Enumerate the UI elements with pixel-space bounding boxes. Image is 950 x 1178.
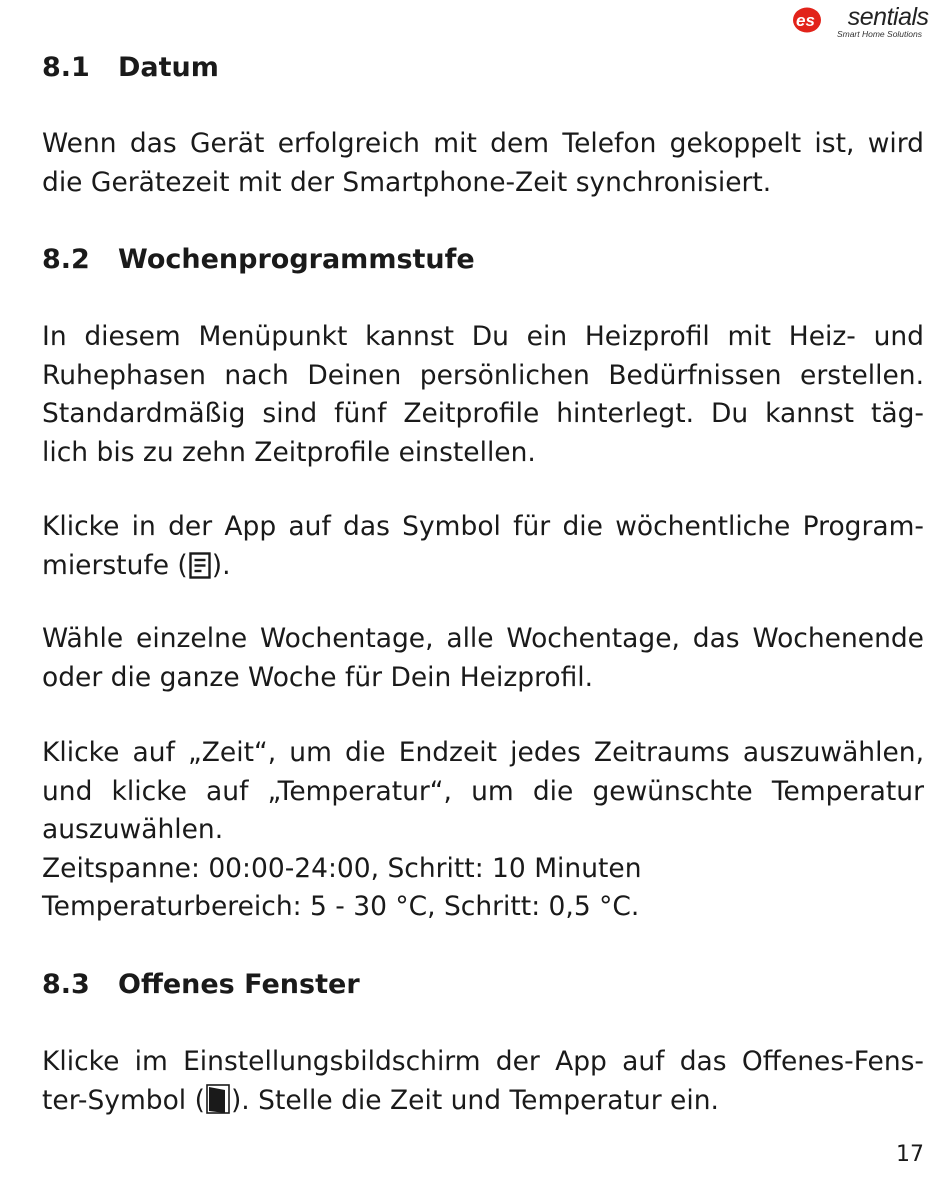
text-line: Standardmäßig sind fünf Zeitprofile hinterlegt. Du kannst täg- (42, 398, 924, 429)
paragraph-weekly-program-icon (42, 508, 924, 585)
text-line: Klicke in der App auf das Symbol für die wöchentliche Program- (42, 511, 924, 542)
text-line: Wenn das Gerät erfolgreich mit dem Telefon gekoppelt ist, wird (42, 128, 924, 159)
schedule-list-icon (189, 552, 211, 579)
text-line: und klicke auf „Temperatur“, um die gewünschte Temperatur (42, 775, 924, 807)
text-fragment: ). Stelle die Zeit und Temperatur ein. (230, 1084, 719, 1116)
text-fragment: mierstufe ( (42, 549, 188, 581)
text-line: Wähle einzelne Wochentage, alle Wochentage, das Wochenende (42, 623, 924, 654)
temperature-range-line: Temperaturbereich: 5 - 30 °C, Schritt: 0,5 °C. (42, 891, 640, 922)
paragraph-date-sync (42, 125, 924, 202)
logo-tagline: Smart Home Solutions (836, 29, 922, 39)
section-number: 8.3 (42, 969, 90, 1000)
paragraph-heating-profile (42, 318, 924, 472)
text-line: Ruhephasen nach Deinen persönlichen Bedürfnissen erstellen. (42, 359, 924, 391)
text-line: lich bis zu zehn Zeitprofile einstellen. (42, 436, 536, 468)
text-line: Klicke auf „Zeit“, um die Endzeit jedes Zeitraums auszuwählen, (42, 737, 924, 768)
paragraph-weekday-selection (42, 620, 924, 697)
text-line: die Gerätezeit mit der Smartphone-Zeit synchronisiert. (42, 166, 772, 198)
section-heading-8-1 (42, 51, 219, 85)
essentials-logo (792, 2, 929, 42)
text-fragment: ). (211, 549, 231, 581)
section-number: 8.2 (42, 244, 90, 275)
text-line: Klicke im Einstellungsbildschirm der App auf das Offenes-Fens- (42, 1046, 924, 1077)
section-title: Datum (118, 52, 219, 83)
section-title: Wochenprogrammstufe (118, 244, 475, 275)
time-range-line: Zeitspanne: 00:00-24:00, Schritt: 10 Minuten (42, 852, 642, 884)
logo-wordmark: sentials (822, 3, 929, 31)
text-line: In diesem Menüpunkt kannst Du ein Heizprofil mit Heiz- und (42, 321, 924, 352)
paragraph-open-window (42, 1043, 924, 1120)
text-line: oder die ganze Woche für Dein Heizprofil. (42, 661, 594, 693)
text-line: auszuwählen. (42, 814, 224, 845)
svg-text:es: es (796, 11, 815, 30)
section-heading-8-3 (42, 968, 360, 1002)
section-heading-8-2 (42, 243, 475, 277)
text-fragment: ter-Symbol ( (42, 1084, 205, 1116)
page-number: 17 (896, 1142, 924, 1167)
text-line-with-icon (42, 1082, 924, 1121)
paragraph-time-temperature (42, 734, 924, 927)
section-number: 8.1 (42, 52, 90, 83)
text-line-with-icon (42, 547, 924, 586)
section-title: Offenes Fenster (118, 969, 360, 1000)
open-window-icon (206, 1084, 230, 1114)
